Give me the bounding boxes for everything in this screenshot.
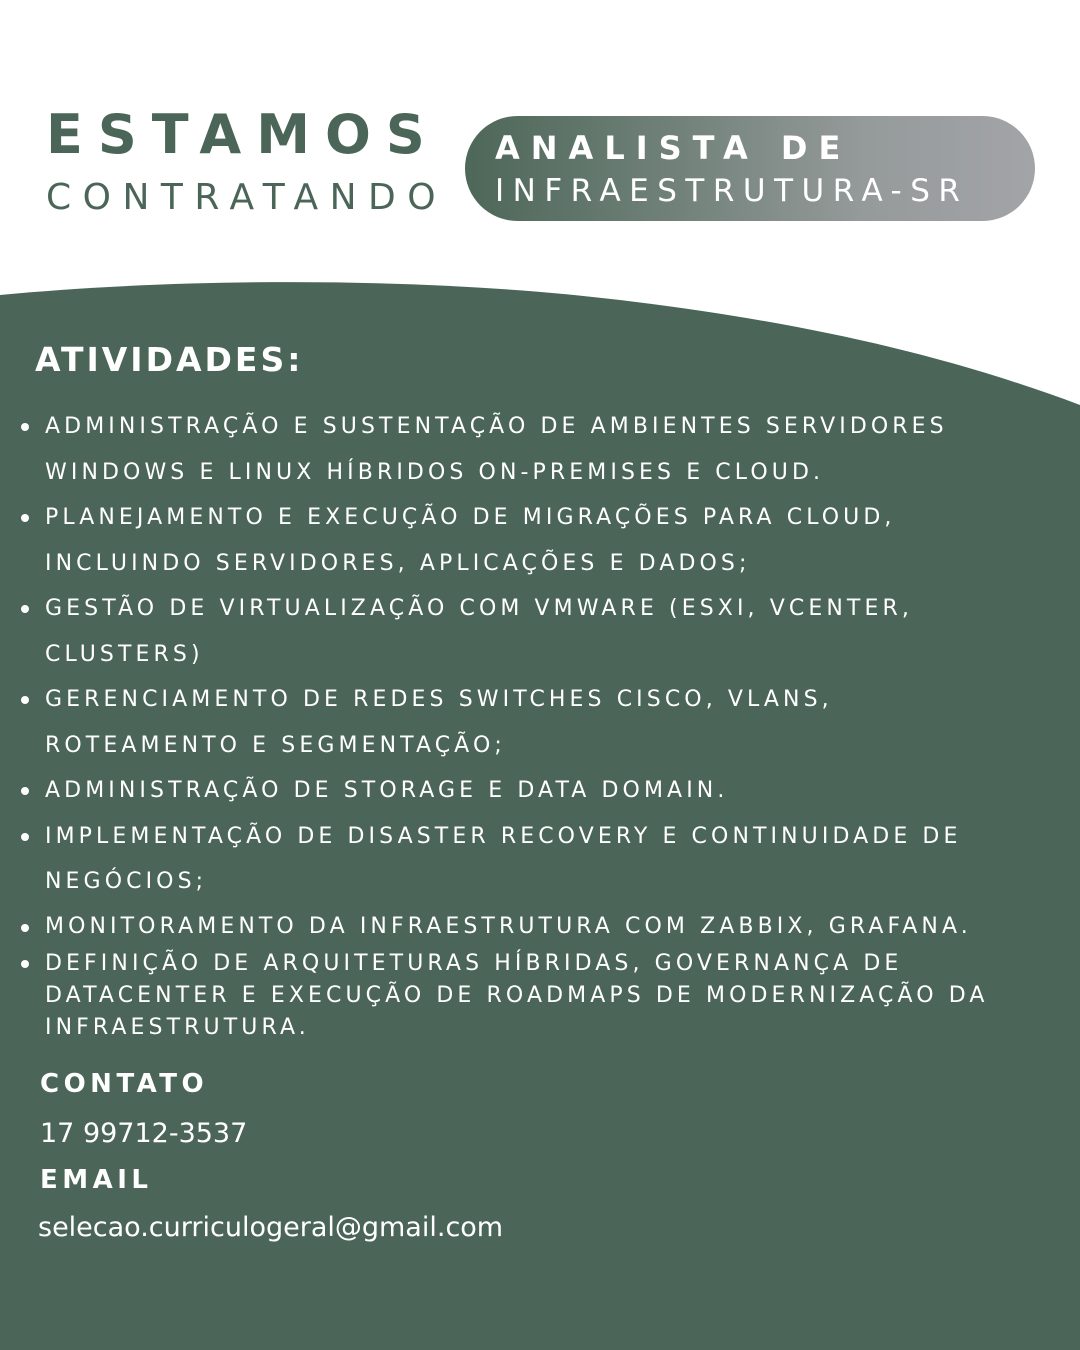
- activity-text: IMPLEMENTAÇÃO DE DISASTER RECOVERY E CONTINUIDADE DE: [45, 823, 962, 849]
- activity-item: [18, 677, 1078, 768]
- bullet-icon: [21, 696, 29, 704]
- bullet-icon: [21, 605, 29, 613]
- activity-item: [18, 586, 1078, 677]
- activity-item: [18, 768, 1078, 814]
- activity-text: ADMINISTRAÇÃO E SUSTENTAÇÃO DE AMBIENTES SERVIDORES: [45, 414, 948, 439]
- activity-item: [18, 905, 1078, 948]
- activities-heading: ATIVIDADES:: [35, 340, 304, 379]
- bullet-icon: [21, 514, 29, 522]
- activity-item: [18, 495, 1078, 586]
- activity-text: DATACENTER E EXECUÇÃO DE ROADMAPS DE MODERNIZAÇÃO DA: [45, 982, 989, 1008]
- activity-text: ADMINISTRAÇÃO DE STORAGE E DATA DOMAIN.: [45, 778, 729, 803]
- contact-section: [40, 1066, 503, 1248]
- job-title-line1: ANALISTA DE: [495, 129, 852, 167]
- activity-text: DEFINIÇÃO DE ARQUITETURAS HÍBRIDAS, GOVERNANÇA DE: [45, 950, 903, 976]
- activity-text: GESTÃO DE VIRTUALIZAÇÃO COM VMWARE (ESXI, VCENTER,: [45, 596, 913, 621]
- bullet-icon: [21, 960, 29, 968]
- activity-text: ROTEAMENTO E SEGMENTAÇÃO;: [45, 732, 506, 758]
- headline-contratando: CONTRATANDO: [46, 177, 448, 218]
- activity-text: PLANEJAMENTO E EXECUÇÃO DE MIGRAÇÕES PARA CLOUD,: [45, 505, 896, 530]
- job-title-pill: [465, 116, 1035, 221]
- bullet-icon: [21, 787, 29, 795]
- headline-estamos: ESTAMOS: [46, 103, 440, 166]
- bullet-icon: [21, 833, 29, 841]
- activities-list: [18, 404, 1078, 1044]
- activity-text: CLUSTERS): [45, 641, 204, 667]
- bullet-icon: [21, 423, 29, 431]
- email-label: EMAIL: [40, 1165, 153, 1195]
- activity-text: GERENCIAMENTO DE REDES SWITCHES CISCO, VLANS,: [45, 687, 833, 712]
- contact-label: CONTATO: [40, 1069, 209, 1099]
- activity-item: [18, 948, 1078, 1044]
- bullet-icon: [21, 924, 29, 932]
- activity-item: [18, 814, 1078, 905]
- activity-text: NEGÓCIOS;: [45, 869, 208, 894]
- activity-text: MONITORAMENTO DA INFRAESTRUTURA COM ZABBIX, GRAFANA.: [45, 913, 972, 939]
- activity-text: INFRAESTRUTURA.: [45, 1014, 310, 1040]
- activity-text: INCLUINDO SERVIDORES, APLICAÇÕES E DADOS;: [45, 550, 751, 576]
- activity-item: [18, 404, 1078, 495]
- activity-text: WINDOWS E LINUX HÍBRIDOS ON-PREMISES E CLOUD.: [45, 459, 825, 485]
- phone-number: 17 99712-3537: [40, 1118, 248, 1149]
- email-address: selecao.curriculogeral@gmail.com: [38, 1212, 504, 1243]
- job-title-line2: INFRAESTRUTURA-SR: [495, 173, 969, 209]
- hiring-header: [46, 104, 447, 220]
